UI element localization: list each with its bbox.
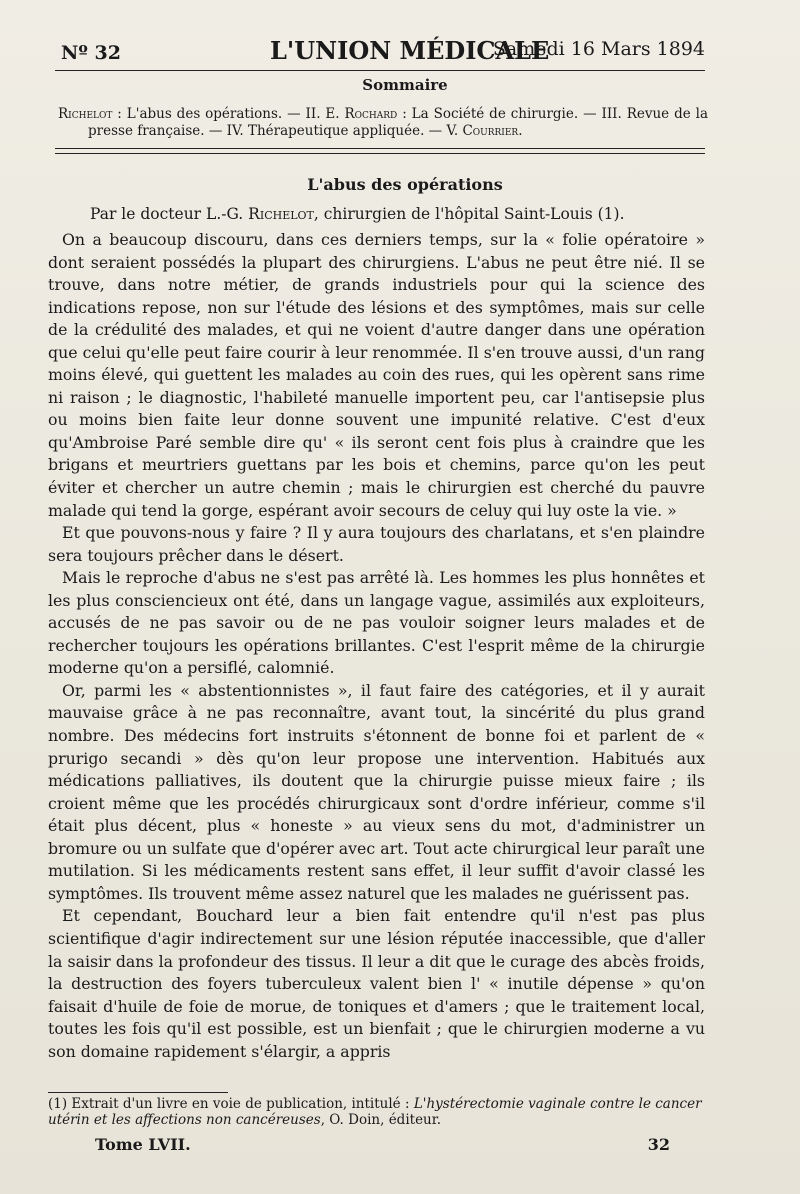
- article-title: L'abus des opérations: [307, 175, 503, 194]
- paragraph: Et cependant, Bouchard leur a bien fait entendre qu'il n'est pas plus scientifique d'agir indirectement sur une lésion réputée inaccessible, que d'aller la saisir dans la profondeur des tissus. Il leur a dit que le curage des abcès froids, la destruction des foyers tuberculeux valent bien l' « inutile dépense » qu'on faisait d'huile de foie de morue, de toniques et d'amers ; que le traitement local, toutes les fois qu'il est possible, est un bienfait ; que le chirurgien moderne a vu son domaine rapidement s'élargir, a appris: [48, 906, 705, 1061]
- sommaire-end: .: [518, 123, 523, 139]
- sommaire-title: Sommaire: [362, 76, 448, 94]
- sommaire-text-2: : La Société de chirurgie. — III. Revue de la presse française. — IV. Thérapeutique appliquée. — V.: [88, 106, 708, 139]
- article-byline: [90, 205, 625, 223]
- byline-name: Richelot: [248, 205, 314, 223]
- footnote: [48, 1096, 705, 1128]
- sommaire-rule: [55, 148, 705, 154]
- byline-pre: Par le docteur L.-G.: [90, 205, 249, 223]
- footnote-post: , O. Doin, éditeur.: [320, 1112, 442, 1128]
- page-header: [55, 28, 705, 68]
- sommaire-courrier: Courrier: [462, 123, 519, 139]
- page-number: 32: [647, 1135, 670, 1154]
- journal-title: L'UNION MÉDICALE: [270, 36, 550, 65]
- sommaire-author-2: Rochard: [344, 106, 398, 122]
- footnote-title: L'hystérectomie vaginale contre le cancer utérin et les affections non cancéreuses: [48, 1096, 702, 1128]
- footnote-rule: [48, 1092, 228, 1093]
- byline-post: , chirurgien de l'hôpital Saint-Louis (1).: [313, 205, 625, 223]
- footnote-pre: (1) Extrait d'un livre en voie de publication, intitulé :: [48, 1096, 414, 1112]
- tome-label: Tome LVII.: [95, 1135, 191, 1154]
- sommaire-author-1: Richelot: [58, 106, 113, 122]
- paragraph: Et que pouvons-nous y faire ? Il y aura toujours des charlatans, et s'en plaindre sera toujours prêcher dans le désert.: [48, 523, 705, 565]
- header-rule: [55, 70, 705, 71]
- paragraph: Or, parmi les « abstentionnistes », il faut faire des catégories, et il y aurait mauvaise grâce à ne pas reconnaître, avant tout, la sincérité du plus grand nombre. Des médecins fort instruits s'étonnent de bonne foi et parlent de « prurigo secandi » dès qu'on leur propose une intervention. Habitués aux médications palliatives, ils doutent que la chirurgie puisse mieux faire ; ils croient même que les procédés chirurgicaux sont d'ordre inférieur, comme s'il était plus décent, plus « honeste » au vieux sens du mot, d'administrer un bromure ou un sulfate que d'opérer avec art. Tout acte chirurgical leur paraît une mutilation. Si les médicaments restent sans effet, il leur suffit d'avoir classé les symptômes. Ils trouvent même assez naturel que les malades ne guérissent pas.: [48, 680, 705, 903]
- issue-date: Samedi 16 Mars 1894: [492, 38, 705, 60]
- paragraph: On a beaucoup discouru, dans ces derniers temps, sur la « folie opératoire » dont seraient possédés la plupart des chirurgiens. L'abus ne peut être nié. Il se trouve, dans notre métier, de grands industriels pour qui la science des indications repose, non sur l'étude des lésions et des symptômes, mais sur celle de la crédulité des malades, et qui ne voient d'autre danger dans une opération que celui qu'elle peut faire courir à leur renommée. Il s'en trouve aussi, d'un rang moins élevé, qui guettent les malades au coin des rues, qui les opèrent sans rime ni raison ; le diagnostic, l'habileté manuelle importent peu, car l'antisepsie plus ou moins bien faite leur donne souvent une impunité relative. C'est d'eux qu'Ambroise Paré semble dire qu' « ils seront cent fois plus à craindre que les brigans et meurtriers guettans par les bois et chemins, parce qu'on les peut éviter et chercher un autre chemin ; mais le chirurgien est cherché du pauvre malade qui tend la gorge, espérant avoir secours de celuy qui luy oste la vie. »: [48, 230, 705, 520]
- paragraph: Mais le reproche d'abus ne s'est pas arrêté là. Les hommes les plus honnêtes et les plus consciencieux ont été, dans un langage vague, assimilés aux exploiteurs, accusés de ne pas savoir ou de ne pas vouloir soigner leurs malades et de rechercher toujours les opérations brillantes. C'est l'esprit même de la chirurgie moderne qu'on a persiflé, calomnié.: [48, 568, 705, 678]
- issue-number: Nº 32: [61, 42, 121, 64]
- article-body: [48, 229, 705, 1063]
- sommaire-text: [58, 106, 708, 140]
- sommaire-text-1: : L'abus des opérations. — II. E.: [112, 106, 345, 122]
